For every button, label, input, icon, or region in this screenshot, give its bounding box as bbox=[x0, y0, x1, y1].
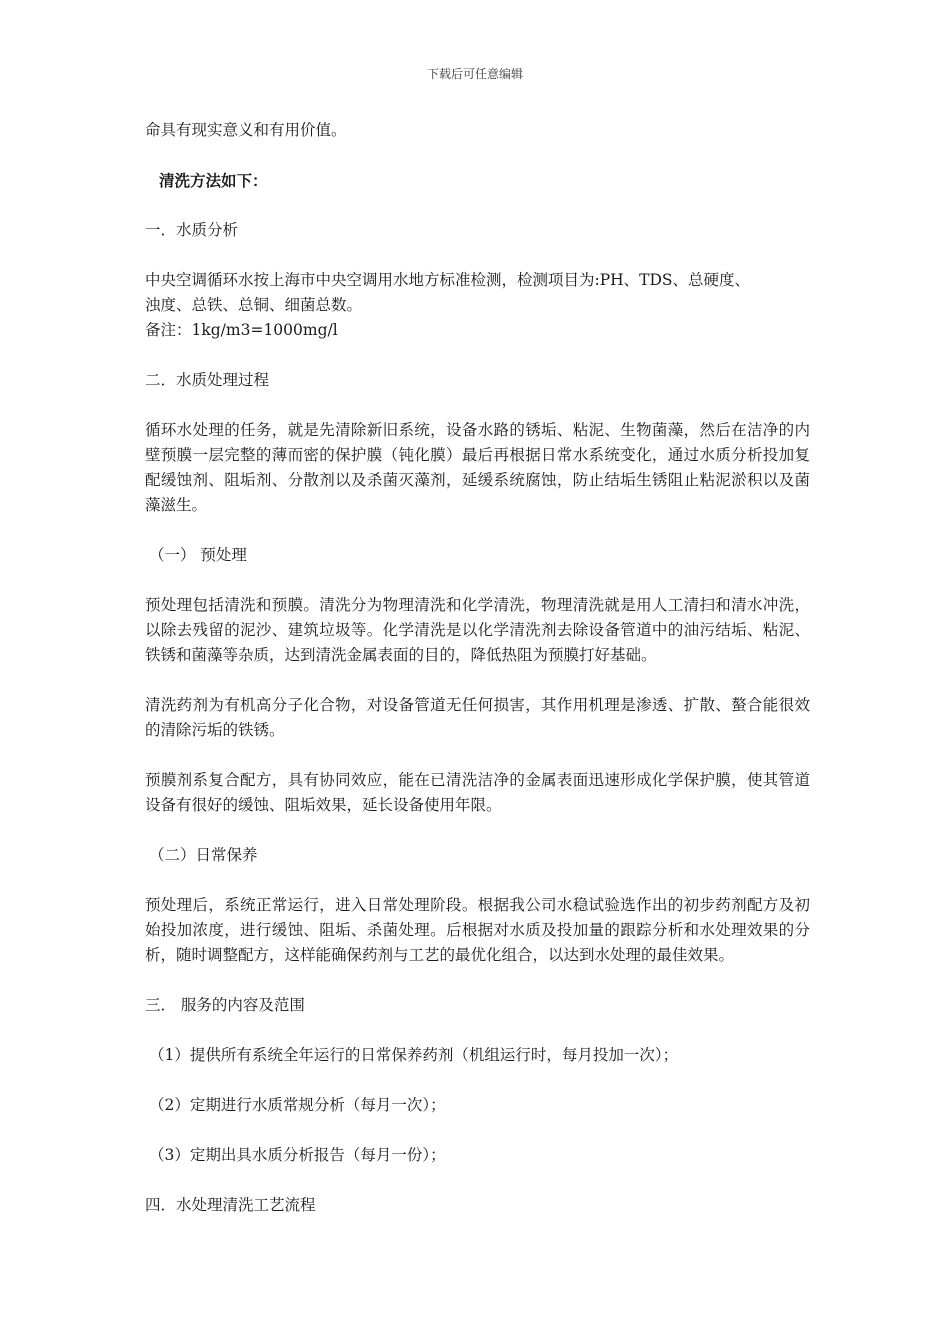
cleaning-method-heading: 清洗方法如下： bbox=[159, 171, 268, 190]
water-analysis-line-2: 浊度、总铁、总铜、细菌总数。 bbox=[145, 296, 363, 314]
treatment-process-paragraph: 循环水处理的任务，就是先清除新旧系统，设备水路的锈垢、粘泥、生物菌藻，然后在洁净的内壁预膜一层完整的薄而密的保护膜（钝化膜）最后再根据日常水系统变化，通过水质分析投加复配缓蚀剂、阻垢剂、分散剂以及杀菌灭藻剂，延缓系统腐蚀，防止结垢生锈阻止粘泥淤积以及菌藻滋生。 bbox=[145, 421, 810, 514]
document-body bbox=[145, 118, 810, 1218]
page-header-note: 下载后可任意编辑 bbox=[426, 67, 523, 81]
cleaning-agent-paragraph: 清洗药剂为有机高分子化合物，对设备管道无任何损害，其作用机理是渗透、扩散、螯合能很效的清除污垢的铁锈。 bbox=[145, 696, 810, 739]
subsection-maintenance-title: （二）日常保养 bbox=[149, 846, 258, 864]
service-item-1: （1）提供所有系统全年运行的日常保养药剂（机组运行时，每月投加一次）； bbox=[149, 1046, 679, 1064]
water-analysis-line-1: 中央空调循环水按上海市中央空调用水地方标准检测，检测项目为:PH、TDS、总硬度、 bbox=[145, 271, 751, 289]
section-3-title: 三． 服务的内容及范围 bbox=[145, 996, 305, 1014]
section-2-title: 二．水质处理过程 bbox=[145, 371, 270, 389]
section-1-title: 一．水质分析 bbox=[145, 221, 239, 239]
service-item-3: （3）定期出具水质分析报告（每月一份）； bbox=[149, 1146, 446, 1164]
pretreatment-paragraph: 预处理包括清洗和预膜。清洗分为物理清洗和化学清洗，物理清洗就是用人工清扫和清水冲洗，以除去残留的泥沙、建筑垃圾等。化学清洗是以化学清洗剂去除设备管道中的油污结垢、粘泥、铁锈和菌藻等杂质，达到清洗金属表面的目的，降低热阻为预膜打好基础。 bbox=[145, 596, 810, 664]
paragraph-continuation: 命具有现实意义和有用价值。 bbox=[145, 121, 347, 139]
unit-note: 备注：1kg/m3=1000mg/l bbox=[145, 321, 338, 339]
prefilm-agent-paragraph: 预膜剂系复合配方，具有协同效应，能在已清洗洁净的金属表面迅速形成化学保护膜，使其管道设备有很好的缓蚀、阻垢效果，延长设备使用年限。 bbox=[145, 771, 810, 814]
section-4-title: 四．水处理清洗工艺流程 bbox=[145, 1196, 316, 1214]
subsection-pretreatment-title: （一） 预处理 bbox=[149, 546, 247, 564]
maintenance-paragraph: 预处理后，系统正常运行，进入日常处理阶段。根据我公司水稳试验选作出的初步药剂配方及初始投加浓度，进行缓蚀、阻垢、杀菌处理。后根据对水质及投加量的跟踪分析和水处理效果的分析，随时调整配方，这样能确保药剂与工艺的最优化组合，以达到水处理的最佳效果。 bbox=[145, 896, 810, 964]
service-item-2: （2）定期进行水质常规分析（每月一次）； bbox=[149, 1096, 446, 1114]
